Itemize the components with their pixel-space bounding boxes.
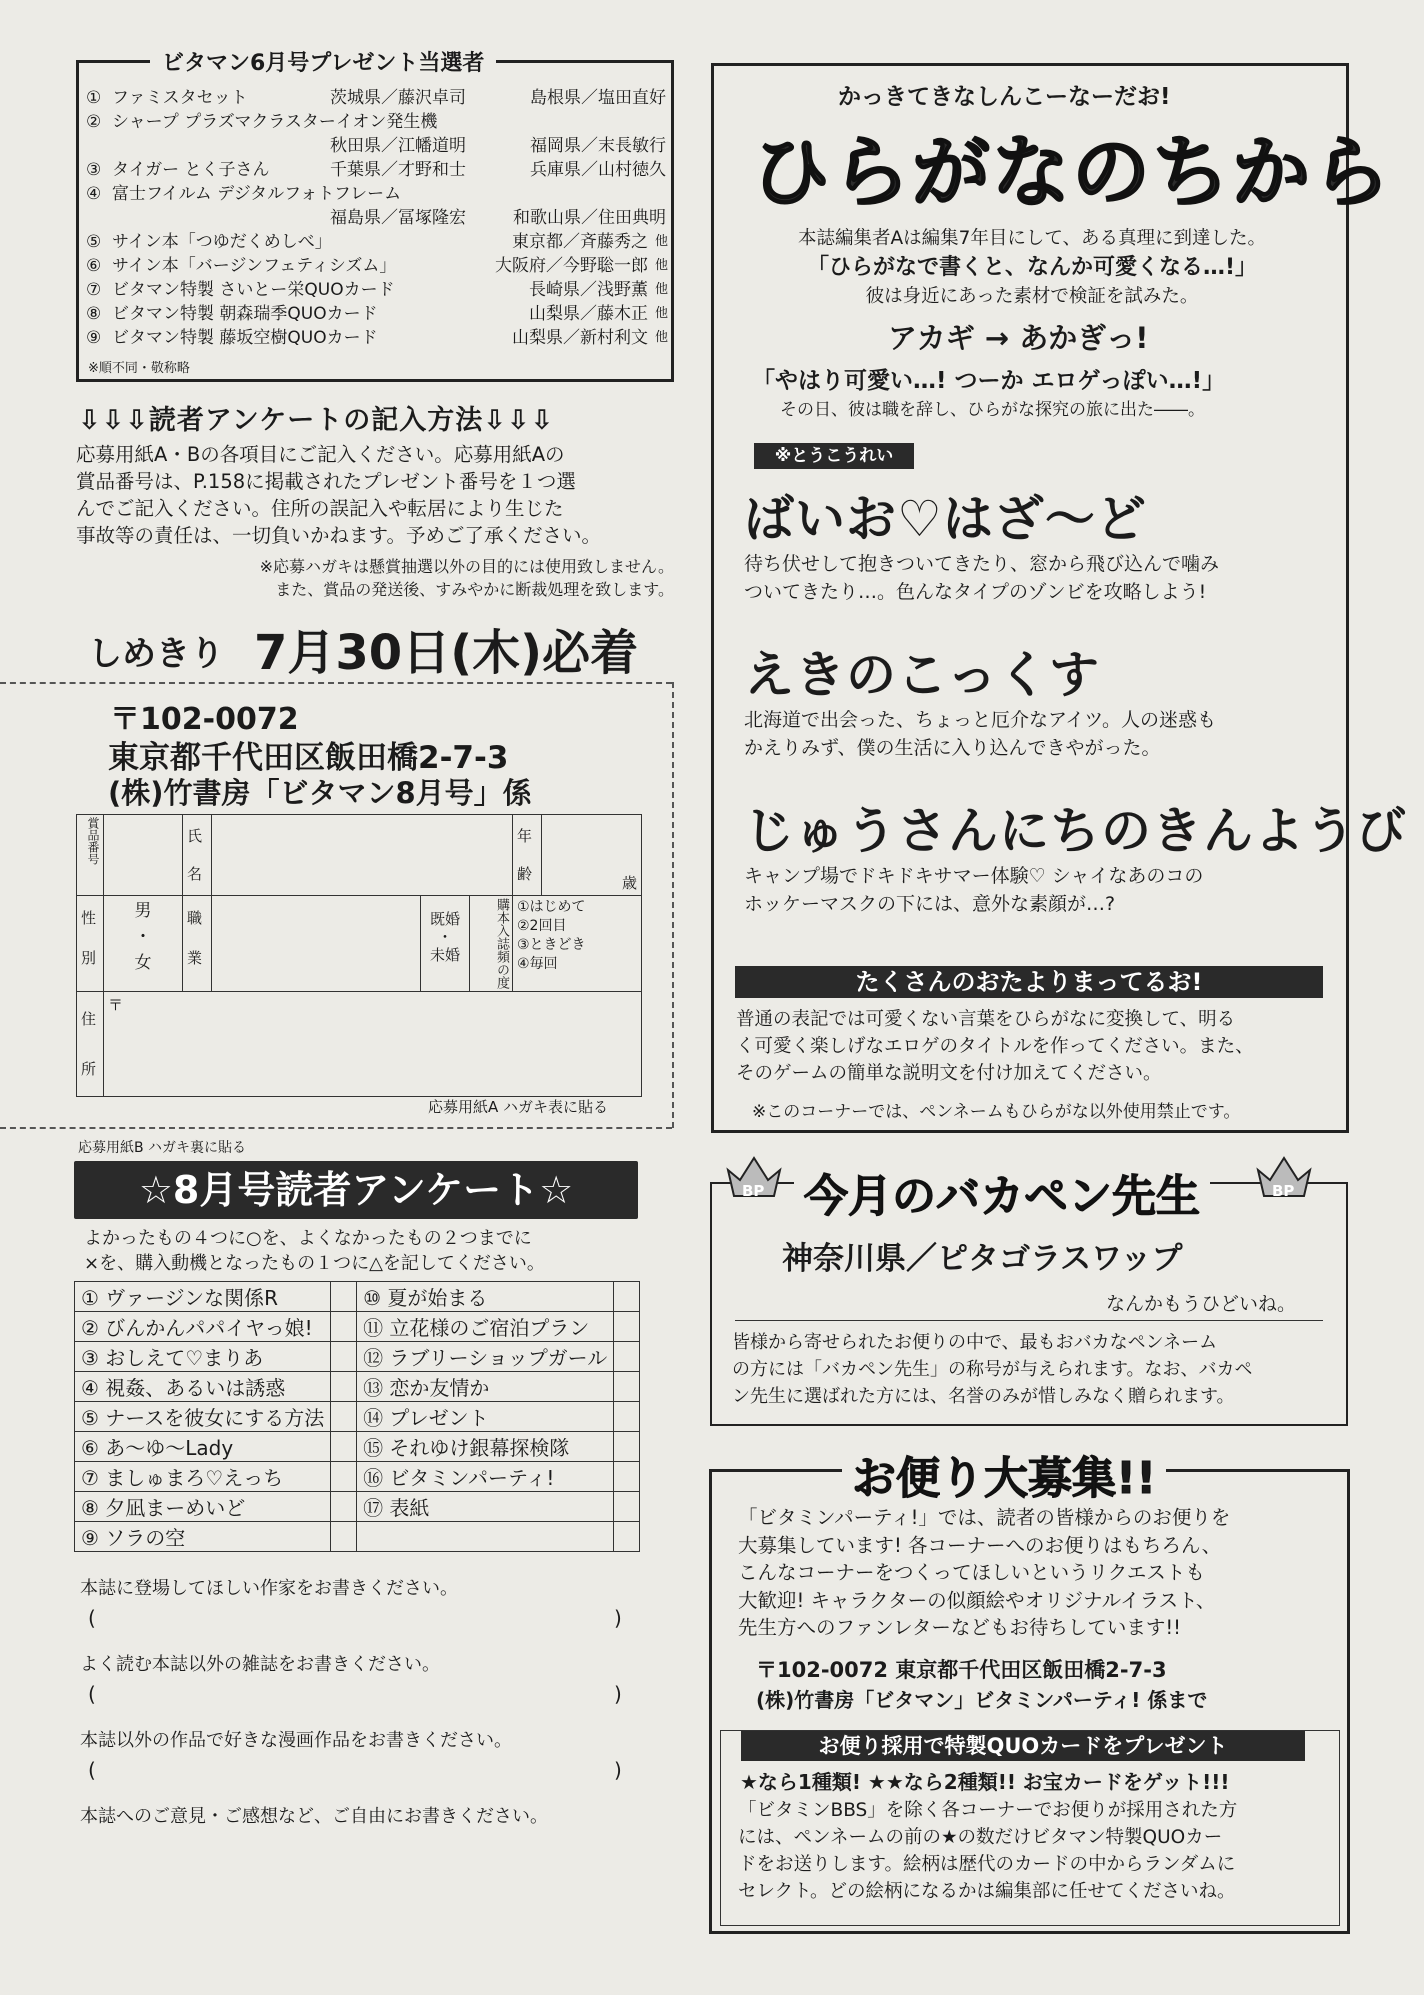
hiragana-banner: たくさんのおたよりまってるお! bbox=[735, 966, 1323, 998]
winner-name-2: 大阪府／今野聡一郎 bbox=[495, 256, 648, 276]
survey-title-right: ⑰ 表紙 bbox=[357, 1492, 614, 1522]
age-label: 年 齢 bbox=[513, 815, 542, 896]
hiragana-entry-title: ばいお♡はざ～ど bbox=[744, 490, 1147, 548]
bakapen-winner: 神奈川県／ピタゴラスワップ bbox=[782, 1241, 1183, 1277]
cut-line-a-top bbox=[0, 682, 672, 684]
survey-question bbox=[80, 1802, 640, 1874]
winner-suffix: 他 bbox=[654, 258, 668, 273]
winner-name-2: 和歌山県／住田典明 bbox=[513, 208, 666, 228]
quo-title: お便り採用で特製QUOカードをプレゼント bbox=[741, 1731, 1305, 1761]
frequency-option: ②2回目 bbox=[517, 918, 567, 934]
howto-line: 事故等の責任は、一切負いかねます。予めご了承ください。 bbox=[76, 524, 601, 547]
hiragana-entry bbox=[744, 488, 1344, 606]
hiragana-entries bbox=[744, 488, 1407, 958]
prize-no-label: 賞品番号 bbox=[77, 815, 104, 896]
cut-line-a-right bbox=[672, 682, 674, 1128]
winner-suffix: 他 bbox=[654, 330, 668, 345]
survey-title-right: ⑫ ラブリーショップガール bbox=[357, 1342, 614, 1372]
hiragana-entry-desc: ついてきたり…。色んなタイプのゾンビを攻略しよう! bbox=[744, 581, 1207, 603]
survey-title-right: ⑮ それゆけ銀幕探検隊 bbox=[357, 1432, 614, 1462]
answer-paren-close: ) bbox=[614, 1682, 622, 1706]
hiragana-body bbox=[736, 1006, 1336, 1087]
winner-name-2: 山梨県／新村利文 bbox=[512, 328, 648, 348]
survey-mark-left[interactable] bbox=[331, 1342, 357, 1372]
hiragana-intro-line: 「ひらがなで書くと、なんか可愛くなる…!」 bbox=[806, 255, 1258, 280]
winner-name-2: 長崎県／浅野薫 bbox=[529, 280, 648, 300]
survey-title-right: ⑭ プレゼント bbox=[357, 1402, 614, 1432]
bakapen-body bbox=[732, 1329, 1342, 1410]
survey-mark-right[interactable] bbox=[614, 1282, 640, 1312]
hiragana-entry-desc: ホッケーマスクの下には、意外な素顔が…? bbox=[744, 893, 1116, 915]
survey-question bbox=[80, 1650, 640, 1722]
hiragana-entry bbox=[744, 800, 1407, 918]
winner-number: ⑥ bbox=[86, 256, 102, 276]
survey-title-left: ⑧ 夕凪まーめいど bbox=[75, 1492, 331, 1522]
hiragana-intro-line: 本誌編集者Aは編集7年目にして、ある真理に到達した。 bbox=[797, 228, 1267, 249]
survey-title: ☆8月号読者アンケート☆ bbox=[74, 1161, 638, 1219]
survey-title-right: ⑪ 立花様のご宿泊プラン bbox=[357, 1312, 614, 1342]
quo-body-line: ドをお送りします。絵柄は歴代のカードの中からランダムに bbox=[738, 1854, 1236, 1875]
answer-paren-open: ( bbox=[88, 1758, 96, 1782]
winner-number: ⑨ bbox=[86, 328, 102, 348]
form-a-footer: 応募用紙A ハガキ表に貼る bbox=[428, 1098, 609, 1116]
winner-prize: サイン本「バージンフェティシズム」 bbox=[112, 256, 397, 276]
survey-mark-left[interactable] bbox=[331, 1312, 357, 1342]
survey-title-left: ⑦ ましゅまろ♡えっち bbox=[75, 1462, 331, 1492]
hiragana-entry bbox=[744, 644, 1344, 762]
survey-mark-right[interactable] bbox=[614, 1402, 640, 1432]
winner-number: ② bbox=[86, 112, 102, 132]
sex-label: 性 別 bbox=[77, 896, 104, 992]
howto-note: ※応募ハガキは懸賞抽選以外の目的には使用致しません。 bbox=[259, 557, 674, 576]
winner-prize: ビタマン特製 藤坂空樹QUOカード bbox=[112, 328, 378, 348]
frequency-label: 購本入誌頻の度 bbox=[470, 896, 513, 992]
winner-row bbox=[86, 134, 670, 158]
howto-line: 応募用紙A・Bの各項目にご記入ください。応募用紙Aの bbox=[76, 443, 565, 466]
job-label: 職 業 bbox=[183, 896, 212, 992]
deadline-date: 7月30日(木)必着 bbox=[254, 625, 639, 681]
letters-body-line: 「ビタミンパーティ!」では、読者の皆様からのお便りを bbox=[738, 1506, 1231, 1529]
survey-mark-right[interactable] bbox=[614, 1372, 640, 1402]
winner-number: ⑤ bbox=[86, 232, 102, 252]
winner-prize: シャープ プラズマクラスターイオン発生機 bbox=[112, 112, 438, 132]
address-line1: 東京都千代田区飯田橋2-7-3 bbox=[108, 740, 509, 776]
survey-question bbox=[80, 1726, 640, 1798]
winners-note: ※順不同・敬称略 bbox=[88, 361, 190, 376]
winner-number: ③ bbox=[86, 160, 102, 180]
survey-row bbox=[75, 1462, 640, 1492]
bakapen-body-line: の方には「バカペン先生」の称号が与えられます。なお、バカペ bbox=[732, 1359, 1253, 1380]
address-line2: (株)竹書房「ビタマン8月号」係 bbox=[108, 776, 532, 810]
survey-mark-left[interactable] bbox=[331, 1372, 357, 1402]
frequency-option: ③ときどき bbox=[517, 937, 586, 953]
answer-paren-open: ( bbox=[88, 1606, 96, 1630]
hiragana-tag: ※とうこうれい bbox=[754, 443, 914, 469]
survey-table bbox=[74, 1281, 640, 1552]
winner-row bbox=[86, 182, 670, 206]
hiragana-entry-desc: 待ち伏せして抱きついてきたり、窓から飛び込んで噛み bbox=[744, 553, 1220, 575]
survey-question-text: 本誌に登場してほしい作家をお書きください。 bbox=[80, 1578, 458, 1599]
howto-notes bbox=[76, 555, 674, 601]
hiragana-body-line: そのゲームの簡単な説明文を付け加えてください。 bbox=[736, 1063, 1162, 1084]
winner-number: ⑧ bbox=[86, 304, 102, 324]
winner-name-2: 東京都／斉藤秀之 bbox=[512, 232, 648, 252]
survey-row bbox=[75, 1372, 640, 1402]
bakapen-badge-right: BP bbox=[1272, 1182, 1295, 1200]
form-a bbox=[76, 814, 642, 1097]
survey-row bbox=[75, 1432, 640, 1462]
winner-number: ① bbox=[86, 88, 102, 108]
deadline-label: しめきり bbox=[88, 634, 224, 674]
survey-answer-input[interactable] bbox=[104, 1604, 604, 1632]
letters-body-line: 大募集しています! 各コーナーへのお便りはもちろん、 bbox=[738, 1533, 1222, 1557]
survey-title-left: ① ヴァージンな関係R bbox=[75, 1282, 331, 1312]
survey-row bbox=[75, 1312, 640, 1342]
winner-name-2: 島根県／塩田直好 bbox=[530, 88, 666, 108]
hiragana-kicker: かっきてきなしんこーなーだお! bbox=[838, 84, 1171, 110]
winner-name-1: 茨城県／藤沢卓司 bbox=[330, 88, 466, 108]
survey-title-left: ⑨ ソラの空 bbox=[75, 1522, 331, 1552]
name-label: 氏 名 bbox=[183, 815, 212, 896]
answer-paren-open: ( bbox=[88, 1682, 96, 1706]
name-input[interactable] bbox=[212, 815, 513, 896]
survey-title-right bbox=[357, 1522, 614, 1552]
survey-title-left: ⑤ ナースを彼女にする方法 bbox=[75, 1402, 331, 1432]
quo-body-line: セレクト。どの絵柄になるかは編集部に任せてくださいね。 bbox=[738, 1881, 1236, 1902]
survey-question bbox=[80, 1574, 640, 1646]
address-zip: 〒102-0072 bbox=[110, 702, 299, 737]
winner-row bbox=[86, 326, 670, 350]
letters-address1: 〒102-0072 東京都千代田区飯田橋2-7-3 bbox=[756, 1658, 1167, 1682]
hiragana-after: その日、彼は職を辞し、ひらがな探究の旅に出た――。 bbox=[780, 400, 1205, 420]
bakapen-body-line: ン先生に選ばれた方には、名誉のみが惜しみなく贈られます。 bbox=[732, 1386, 1235, 1407]
winner-suffix: 他 bbox=[654, 306, 668, 321]
winner-row bbox=[86, 206, 670, 230]
survey-mark-left[interactable] bbox=[331, 1522, 357, 1552]
hiragana-entry-desc: キャンプ場でドキドキサマー体験♡ シャイなあのコの bbox=[744, 865, 1204, 887]
age-input[interactable]: 歳 bbox=[542, 815, 642, 896]
hiragana-quote: 「やはり可愛い…! つーか エロゲっぽい…!」 bbox=[752, 368, 1226, 394]
survey-row bbox=[75, 1282, 640, 1312]
job-input[interactable] bbox=[212, 896, 421, 992]
survey-mark-left[interactable] bbox=[331, 1282, 357, 1312]
cut-line-a-bottom bbox=[0, 1127, 672, 1129]
survey-instruction: よかったもの４つに○を、よくなかったもの２つまでに bbox=[84, 1228, 532, 1249]
hiragana-entry-desc: 北海道で出会った、ちょっと厄介なアイツ。人の迷惑も bbox=[744, 709, 1216, 731]
hiragana-entry-desc: かえりみず、僕の生活に入り込んできやがった。 bbox=[744, 737, 1161, 759]
winner-row bbox=[86, 230, 670, 254]
winner-row bbox=[86, 110, 670, 134]
hiragana-title: ひらがなのちから bbox=[752, 128, 1393, 218]
winner-row bbox=[86, 158, 670, 182]
winner-prize: ファミスタセット bbox=[112, 88, 248, 108]
survey-title-right: ⑩ 夏が始まる bbox=[357, 1282, 614, 1312]
hiragana-intro-line: 彼は身近にあった素材で検証を試みた。 bbox=[865, 286, 1199, 307]
winner-row bbox=[86, 86, 670, 110]
survey-mark-right[interactable] bbox=[614, 1432, 640, 1462]
winner-prize: タイガー とく子さん bbox=[112, 160, 270, 180]
survey-row bbox=[75, 1342, 640, 1372]
survey-title-left: ② びんかんパパイヤっ娘! bbox=[75, 1312, 331, 1342]
winner-number: ④ bbox=[86, 184, 102, 204]
winner-suffix: 他 bbox=[654, 282, 668, 297]
winner-number: ⑦ bbox=[86, 280, 102, 300]
letters-body-line: こんなコーナーをつくってほしいというリクエストも bbox=[738, 1561, 1205, 1584]
winner-prize: 富士フイルム デジタルフォトフレーム bbox=[112, 184, 402, 204]
survey-row bbox=[75, 1402, 640, 1432]
winner-prize: ビタマン特製 朝森瑞季QUOカード bbox=[112, 304, 378, 324]
quo-subtitle: ★なら1種類! ★★なら2種類!! お宝カードをゲット!!! bbox=[740, 1770, 1230, 1794]
letters-address2: (株)竹書房「ビタマン」ビタミンパーティ! 係まで bbox=[756, 1688, 1208, 1712]
winner-row bbox=[86, 254, 670, 278]
letters-body-line: 先生方へのファンレターなどもお待ちしています!! bbox=[738, 1616, 1181, 1639]
survey-title-left: ③ おしえて♡まりあ bbox=[75, 1342, 331, 1372]
quo-body-line: には、ペンネームの前の★の数だけビタマン特製QUOカー bbox=[738, 1827, 1223, 1848]
answer-paren-close: ) bbox=[614, 1606, 622, 1630]
winner-name-1: 千葉県／才野和士 bbox=[330, 160, 466, 180]
survey-instruction: ×を、購入動機となったもの１つに△を記してください。 bbox=[84, 1253, 545, 1274]
bakapen-title: 今月のバカペン先生 bbox=[794, 1160, 1210, 1224]
sex-options[interactable]: 男 ・ 女 bbox=[104, 896, 183, 992]
hiragana-intro bbox=[715, 224, 1349, 311]
hiragana-example: アカギ → あかぎっ! bbox=[888, 321, 1149, 355]
survey-mark-right[interactable] bbox=[614, 1312, 640, 1342]
hiragana-entry-title: えきのこっくす bbox=[744, 646, 1100, 704]
survey-row bbox=[75, 1522, 640, 1552]
bakapen-body-line: 皆様から寄せられたお便りの中で、最もおバカなペンネーム bbox=[732, 1332, 1218, 1353]
frequency-options[interactable] bbox=[513, 896, 642, 992]
howto-line: んでご記入ください。住所の誤記入や転居により生じた bbox=[76, 497, 564, 520]
hiragana-entry-title: じゅうさんにちのきんようび bbox=[744, 802, 1407, 860]
hiragana-body-line: 普通の表記では可愛くない言葉をひらがなに変換して、明る bbox=[736, 1009, 1236, 1030]
survey-mark-left[interactable] bbox=[331, 1492, 357, 1522]
answer-paren-close: ) bbox=[614, 1758, 622, 1782]
survey-mark-left[interactable] bbox=[331, 1402, 357, 1432]
form-b-label: 応募用紙B ハガキ裏に貼る bbox=[78, 1140, 247, 1156]
howto-line: 賞品番号は、P.158に掲載されたプレゼント番号を１つ選 bbox=[76, 470, 576, 493]
winner-prize: サイン本「つゆだくめしべ」 bbox=[112, 232, 332, 252]
survey-instructions bbox=[84, 1226, 644, 1276]
survey-answer-input[interactable] bbox=[104, 1756, 604, 1784]
survey-title-left: ⑥ あ～ゆ～Lady bbox=[75, 1432, 331, 1462]
winner-name-2: 山梨県／藤木正 bbox=[529, 304, 648, 324]
survey-question-text: 本誌以外の作品で好きな漫画作品をお書きください。 bbox=[80, 1730, 512, 1751]
winner-row bbox=[86, 302, 670, 326]
hiragana-body-line: く可愛く楽しげなエロゲのタイトルを作ってください。また、 bbox=[736, 1036, 1254, 1057]
survey-title-right: ⑬ 恋か友情か bbox=[357, 1372, 614, 1402]
prize-no-input[interactable] bbox=[104, 815, 183, 896]
howto-title: ⇩⇩⇩読者アンケートの記入方法⇩⇩⇩ bbox=[78, 405, 555, 436]
winner-name-1: 福島県／冨塚隆宏 bbox=[330, 208, 466, 228]
quo-body bbox=[738, 1797, 1342, 1905]
winners-list bbox=[86, 86, 670, 346]
address-label: 住 所 bbox=[77, 992, 104, 1097]
survey-row bbox=[75, 1492, 640, 1522]
survey-mark-right[interactable] bbox=[614, 1522, 640, 1552]
bakapen-badge-left: BP bbox=[742, 1182, 765, 1200]
married-options[interactable]: 既婚 ・ 未婚 bbox=[421, 896, 470, 992]
hiragana-note: ※このコーナーでは、ペンネームもひらがな以外使用禁止です。 bbox=[752, 1102, 1241, 1122]
survey-mark-right[interactable] bbox=[614, 1342, 640, 1372]
frequency-option: ①はじめて bbox=[517, 899, 586, 915]
survey-mark-left[interactable] bbox=[331, 1432, 357, 1462]
survey-mark-right[interactable] bbox=[614, 1492, 640, 1522]
frequency-option: ④毎回 bbox=[517, 956, 558, 972]
letters-title: お便り大募集!! bbox=[842, 1442, 1166, 1506]
howto-note: また、賞品の発送後、すみやかに断裁処理を致します。 bbox=[275, 580, 674, 599]
survey-question-text: 本誌へのご意見・ご感想など、ご自由にお書きください。 bbox=[80, 1806, 548, 1827]
winner-prize: ビタマン特製 さいとー栄QUOカード bbox=[112, 280, 395, 300]
winner-name-1: 秋田県／江幡道明 bbox=[330, 136, 466, 156]
howto-body bbox=[76, 441, 676, 549]
survey-title-right: ⑯ ビタミンパーティ! bbox=[357, 1462, 614, 1492]
letters-body bbox=[738, 1504, 1342, 1642]
survey-mark-right[interactable] bbox=[614, 1462, 640, 1492]
winner-suffix: 他 bbox=[654, 234, 668, 249]
winner-name-2: 福岡県／末長敏行 bbox=[530, 136, 666, 156]
address-input[interactable]: 〒 bbox=[104, 992, 642, 1097]
bakapen-comment: なんかもうひどいね。 bbox=[1106, 1293, 1297, 1315]
survey-question-text: よく読む本誌以外の雑誌をお書きください。 bbox=[80, 1654, 440, 1675]
winner-row bbox=[86, 278, 670, 302]
quo-body-line: 「ビタミンBBS」を除く各コーナーでお便りが採用された方 bbox=[738, 1800, 1238, 1821]
survey-answer-input[interactable] bbox=[104, 1680, 604, 1708]
letters-body-line: 大歓迎! キャラクターの似顔絵やオリジナルイラスト、 bbox=[738, 1588, 1216, 1612]
survey-mark-left[interactable] bbox=[331, 1462, 357, 1492]
winner-name-2: 兵庫県／山村徳久 bbox=[530, 160, 666, 180]
winners-title: ビタマン6月号プレゼント当選者 bbox=[150, 46, 496, 77]
bakapen-divider bbox=[735, 1320, 1323, 1321]
survey-title-left: ④ 視姦、あるいは誘惑 bbox=[75, 1372, 331, 1402]
